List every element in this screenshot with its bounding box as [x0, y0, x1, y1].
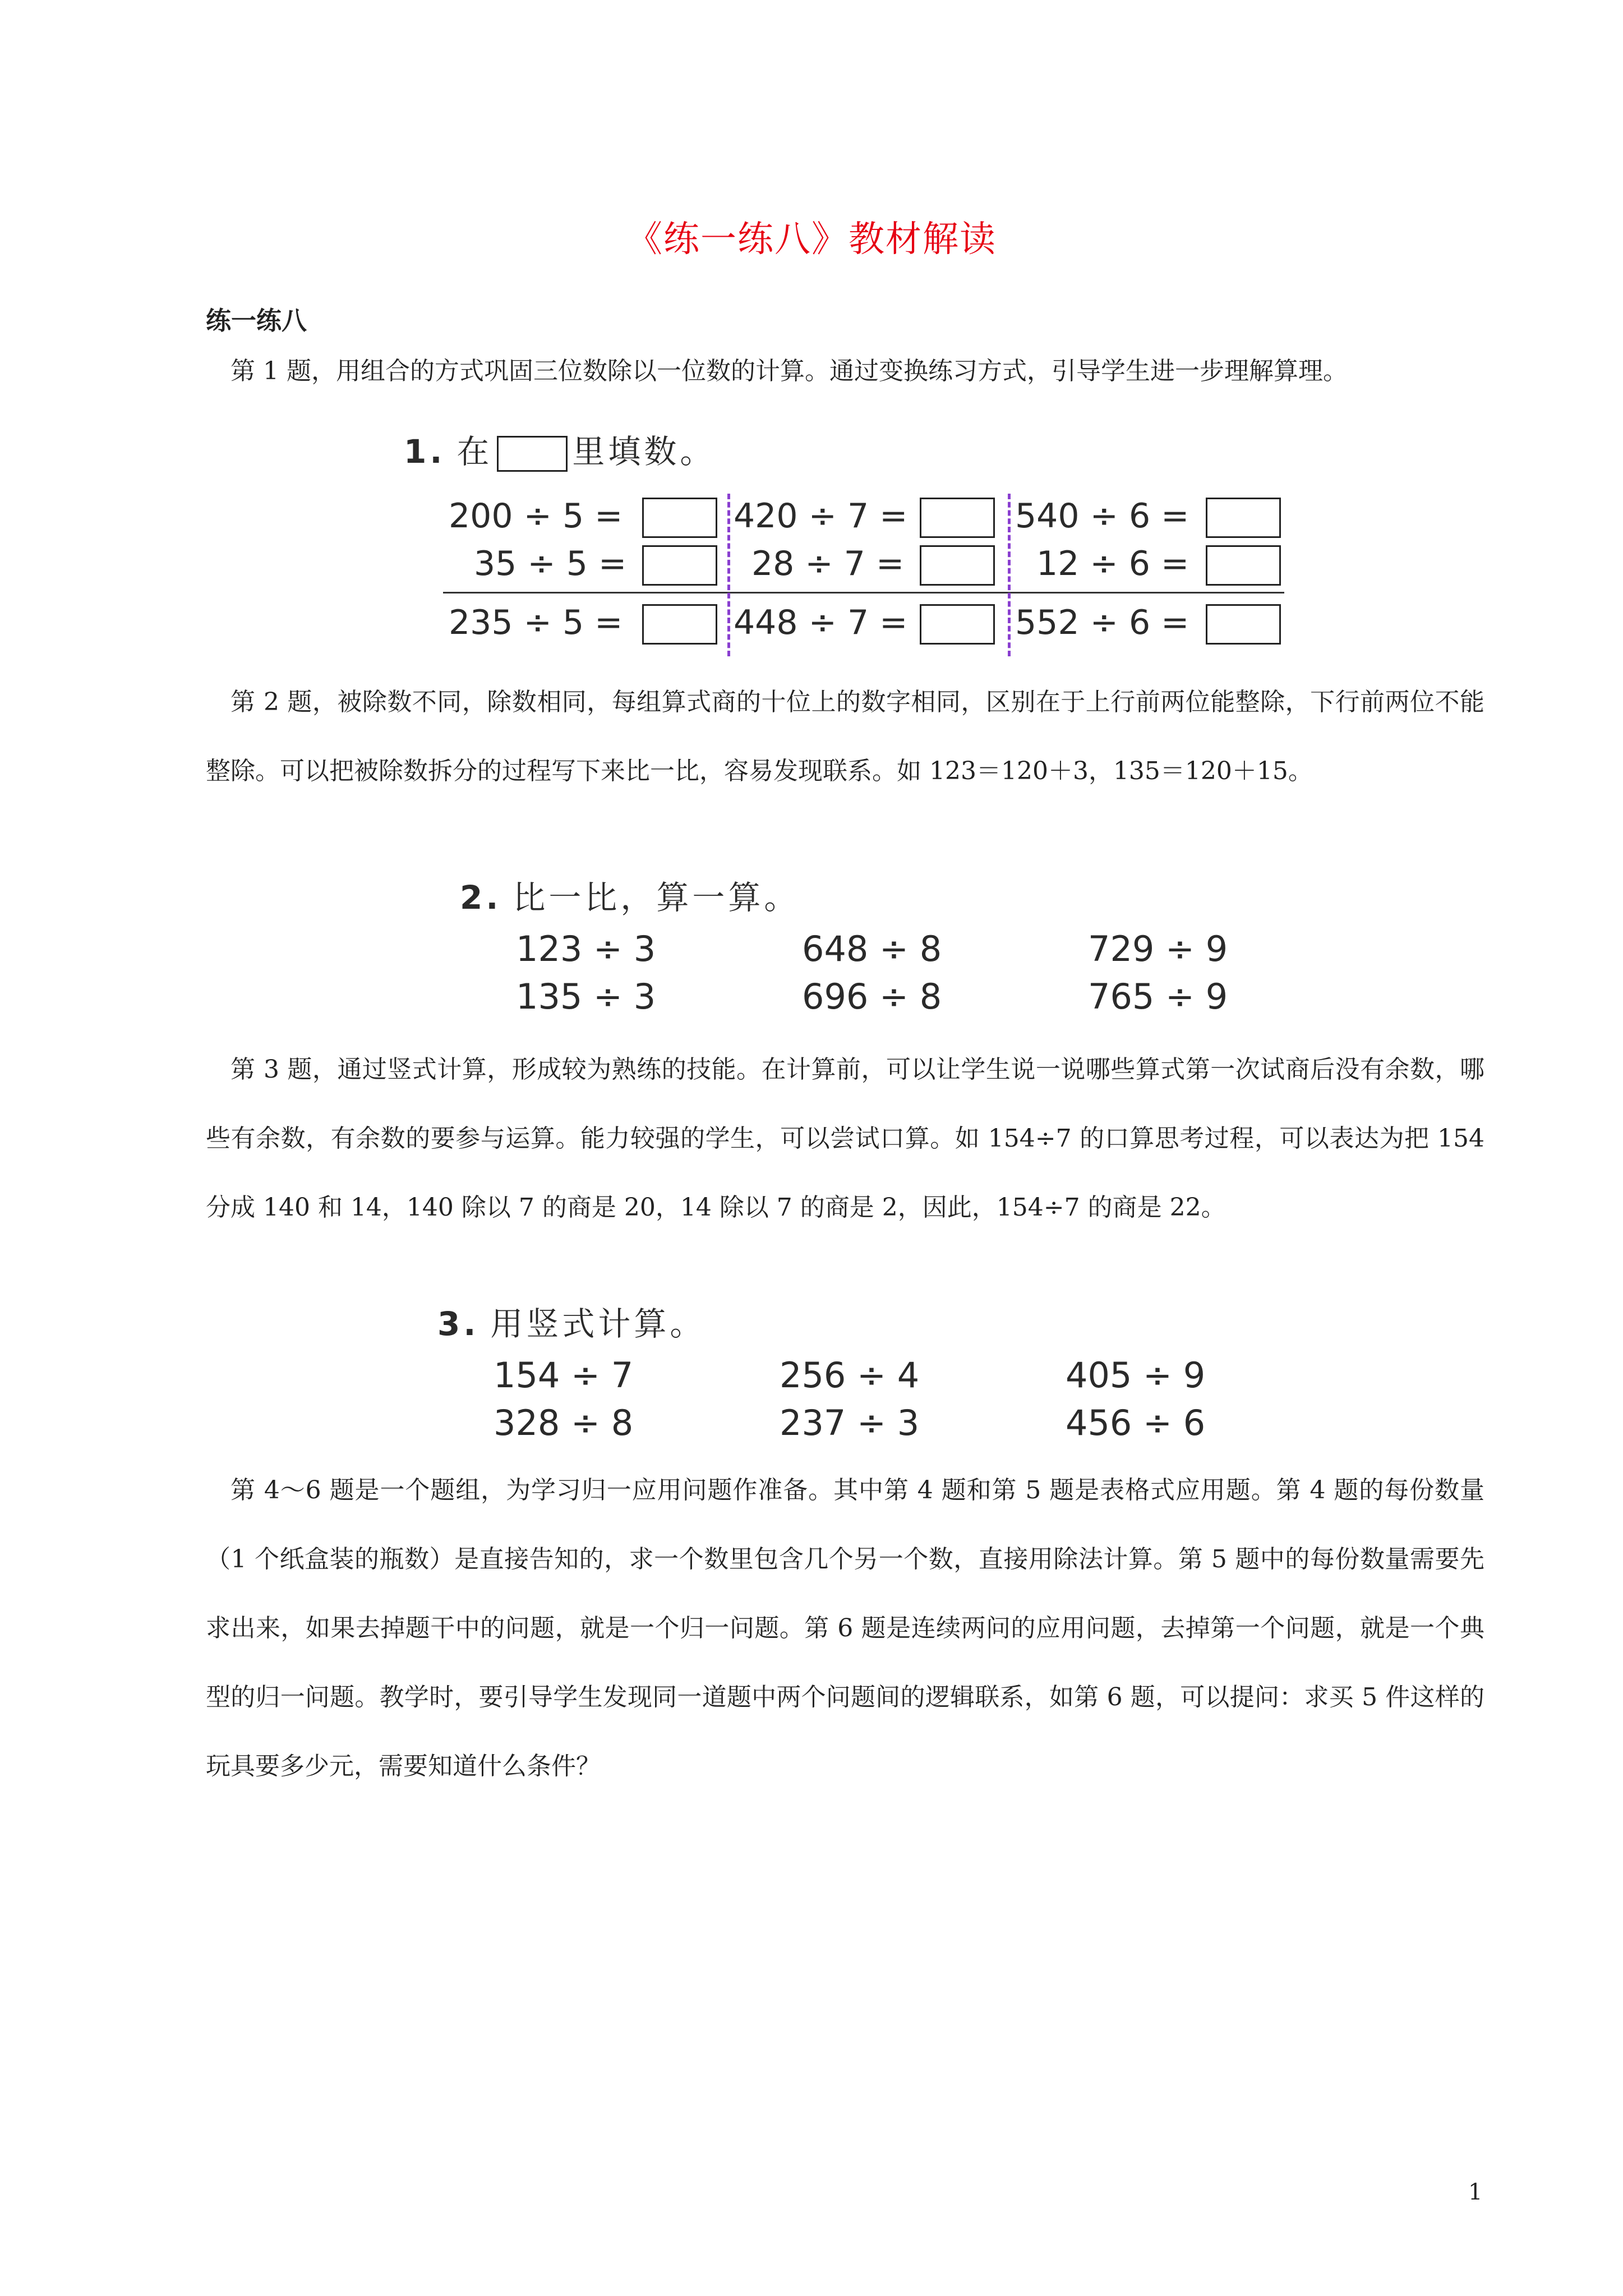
column-divider [1008, 494, 1011, 656]
ex2-expr: 123 ÷ 3 [516, 928, 656, 969]
answer-box[interactable] [642, 545, 717, 586]
exercise-3-number: 3. [437, 1305, 479, 1343]
exercise-1-title-suffix: 里填数。 [572, 432, 716, 471]
answer-box[interactable] [1206, 545, 1281, 586]
paragraph-4: 第 4～6 题是一个题组，为学习归一应用问题作准备。其中第 4 题和第 5 题是表格式应用题。第 4 题的每份数量（1 个纸盒装的瓶数）是直接告知的，求一个数里包含几个另一个数，直接用除法计算。第 5 题中的每份数量需要先求出来，如果去掉题干中的问题，就是一个归一问题。第 6 题是连续两问的应用问题，去掉第一个问题，就是一个典型的归一问题。教学时，要引导学生发现同一道题中两个问题间的逻辑联系，如第 6 题，可以提问：求买 5 件这样的玩具要多少元，需要知道什么条件？ [206, 1476, 1484, 1780]
ex1-col1-row1: 200 ÷ 5 = [449, 496, 623, 536]
exercise-1 [393, 426, 1312, 662]
page-number: 1 [1468, 2179, 1483, 2205]
answer-box[interactable] [1206, 604, 1281, 645]
answer-box[interactable] [920, 545, 995, 586]
paragraph-1: 第 1 题，用组合的方式巩固三位数除以一位数的计算。通过变换练习方式，引导学生进一步理解算理。 [230, 357, 1348, 385]
ex1-col3-row3: 552 ÷ 6 = [1015, 603, 1189, 642]
ex3-expr: 328 ÷ 8 [494, 1402, 634, 1443]
ex1-col3-row1: 540 ÷ 6 = [1015, 496, 1189, 536]
exercise-1-number: 1. [404, 432, 446, 471]
ex2-expr: 729 ÷ 9 [1088, 928, 1228, 969]
answer-box[interactable] [642, 498, 717, 538]
inline-blank-box [497, 436, 568, 472]
exercise-3-title-text: 用竖式计算。 [490, 1305, 706, 1343]
exercise-2-number: 2. [460, 878, 502, 917]
ex1-col3-row2: 12 ÷ 6 = [1036, 544, 1189, 583]
exercise-3 [432, 1299, 1251, 1450]
paragraph-2: 第 2 题，被除数不同，除数相同，每组算式商的十位上的数字相同，区别在于上行前两位能整除，下行前两位不能整除。可以把被除数拆分的过程写下来比一比，容易发现联系。如 123＝120＋3，135＝120＋15。 [206, 688, 1484, 785]
ex3-expr: 256 ÷ 4 [780, 1355, 920, 1396]
exercise-3-title [437, 1299, 706, 1349]
exercise-1-title [404, 426, 716, 477]
exercise-2-title [460, 872, 800, 923]
ex3-expr: 237 ÷ 3 [780, 1402, 920, 1443]
ex1-col1-row2: 35 ÷ 5 = [474, 544, 627, 583]
ex1-col2-row2: 28 ÷ 7 = [751, 544, 905, 583]
page-title: 《练一练八》教材解读 [626, 219, 997, 260]
sum-divider-line [443, 592, 1284, 593]
ex3-expr: 154 ÷ 7 [494, 1355, 634, 1396]
ex3-expr: 405 ÷ 9 [1066, 1355, 1206, 1396]
answer-box[interactable] [920, 604, 995, 645]
ex2-expr: 765 ÷ 9 [1088, 976, 1228, 1017]
answer-box[interactable] [642, 604, 717, 645]
paragraph-3: 第 3 题，通过竖式计算，形成较为熟练的技能。在计算前，可以让学生说一说哪些算式第一次试商后没有余数，哪些有余数，有余数的要参与运算。能力较强的学生，可以尝试口算。如 154÷7 的口算思考过程，可以表达为把 154 分成 140 和 14，140 除以 7 的商是 20，14 除以 7 的商是 2，因此，154÷7 的商是 22。 [206, 1055, 1484, 1222]
ex1-col1-row3: 235 ÷ 5 = [449, 603, 623, 642]
ex2-expr: 696 ÷ 8 [802, 976, 942, 1017]
ex2-expr: 648 ÷ 8 [802, 928, 942, 969]
answer-box[interactable] [920, 498, 995, 538]
exercise-1-title-prefix: 在 [457, 432, 493, 471]
ex1-col2-row1: 420 ÷ 7 = [734, 496, 908, 536]
ex3-expr: 456 ÷ 6 [1066, 1402, 1206, 1443]
ex2-expr: 135 ÷ 3 [516, 976, 656, 1017]
exercise-2-title-text: 比一比，算一算。 [513, 878, 800, 917]
section-heading: 练一练八 [206, 306, 307, 335]
exercise-2 [454, 872, 1273, 1024]
answer-box[interactable] [1206, 498, 1281, 538]
ex1-col2-row3: 448 ÷ 7 = [734, 603, 908, 642]
column-divider [727, 494, 730, 656]
